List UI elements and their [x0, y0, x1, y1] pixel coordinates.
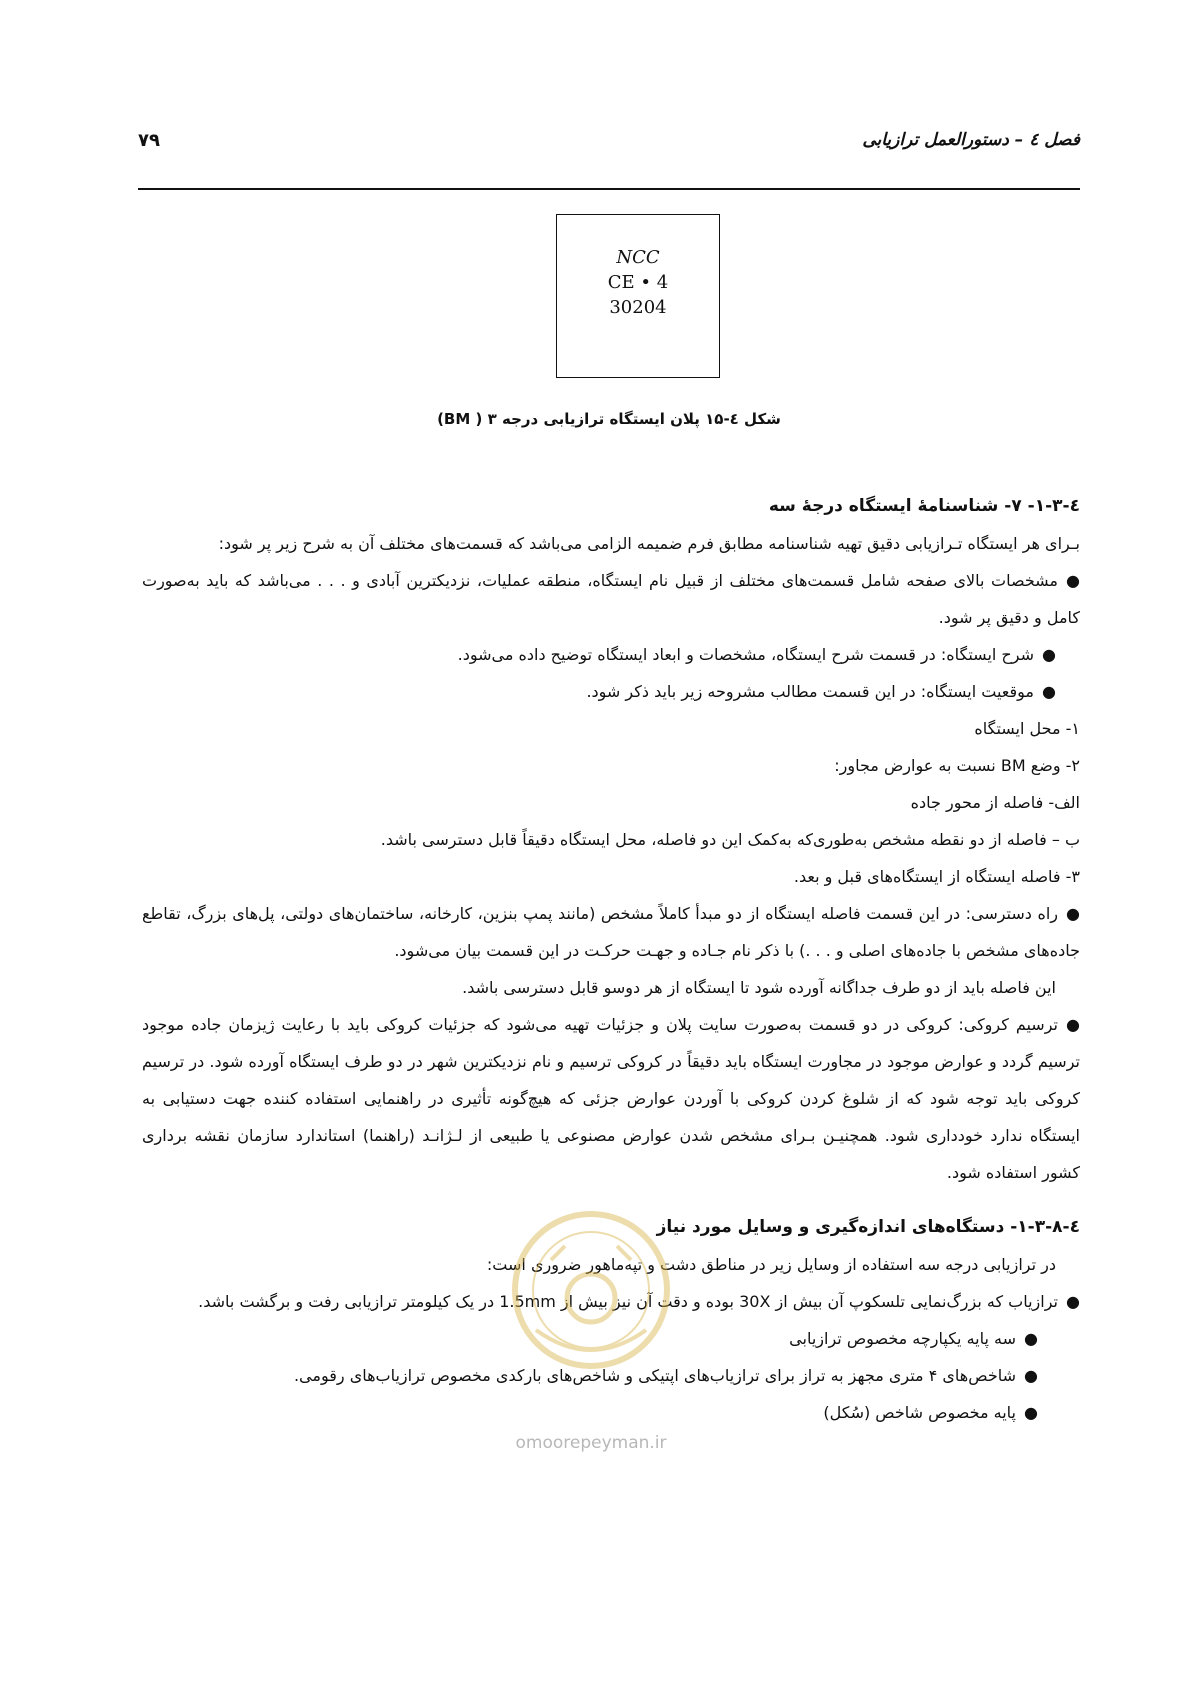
- bm-line-3: 30204: [609, 297, 667, 318]
- bullet-icon: ●: [1066, 1015, 1080, 1034]
- bullet-item: ●سه پایه یکپارچه مخصوص ترازیابی: [142, 1320, 1080, 1357]
- bullet-icon: ●: [1024, 1329, 1038, 1348]
- watermark-logo: [476, 1180, 706, 1470]
- bullet-item: ●ترسیم کروکی: کروکی در دو قسمت به‌صورت سایت پلان و جزئیات تهیه می‌شود که جزئیات کروکی باید با رعایت ژیزمان جاده موجود ترسیم گردد و عوارض موجود در مجاورت ایستگاه باید دقیقاً در کروکی ترسیم و نام نزدیکترین شهر در دو طرف ایستگاه آورده شود. در ترسیم کروکی باید توجه شود که از شلوغ کردن کروکی با آوردن عوارض جزئی که هیچ‌گونه تأثیری در راهنمایی استفاده کننده جهت دستیابی به ایستگاه ندارد خودداری شود. همچنیـن بـرای مشخص شدن عوارض مصنوعی یا طبیعی از لـژانـد (راهنما) استاندارد سازمان نقشه برداری کشور استفاده شود.: [142, 1006, 1080, 1191]
- sub-item: ب – فاصله از دو نقطه مشخص به‌طوری‌که به‌کمک این دو فاصله، محل ایستگاه دقیقاً قابل دسترسی باشد.: [380, 830, 1080, 849]
- bullet-item: ●شرح ایستگاه: در قسمت شرح ایستگاه، مشخصات و ابعاد ایستگاه توضیح داده می‌شود.: [142, 636, 1080, 673]
- section-7-intro: بـرای هر ایستگاه تـرازیابی دقیق تهیه شناسنامه مطابق فرم ضمیمه الزامی می‌باشد که قسمت‌های مختلف آن به شرح زیر پر شود:: [218, 534, 1080, 553]
- numbered-item: ۲- وضع BM نسبت به عوارض مجاور:: [834, 756, 1080, 775]
- figure-caption: شکل ٤-۱۵ پلان ایستگاه ترازیابی درجه ۳ ( BM): [437, 410, 781, 428]
- bullet-icon: ●: [1024, 1403, 1038, 1422]
- section-heading-8: ٤-۱-۳-۸- دستگاه‌های اندازه‌گیری و وسایل مورد نیاز: [656, 1217, 1080, 1237]
- chapter-title: فصل ٤ – دستورالعمل ترازیابی: [862, 130, 1080, 150]
- bullet-icon: ●: [1024, 1366, 1038, 1385]
- bullet-item: ●ترازیاب که بزرگ‌نمایی تلسکوپ آن بیش از 30X بوده و دقت آن نیز بیش از 1.5mm در یک کیلومتر ترازیابی رفت و برگشت باشد.: [142, 1283, 1080, 1320]
- bullet-item: ●راه دسترسی: در این قسمت فاصله ایستگاه از دو مبدأ کاملاً مشخص (مانند پمپ بنزین، کارخانه، ساختمان‌های دولتی، پل‌های بزرگ، تقاطع جاده‌های مشخص با جاده‌های اصلی و . . .) با ذکر نام جـاده و جهـت حرکـت در این قسمت بیان می‌شود.: [142, 895, 1080, 969]
- watermark-text: omoorepeyman.ir: [515, 1433, 667, 1453]
- page-number: ۷۹: [138, 130, 160, 151]
- bullet-icon: ●: [1042, 645, 1056, 664]
- numbered-item: ۱- محل ایستگاه: [974, 719, 1080, 738]
- bullet-icon: ●: [1066, 904, 1080, 923]
- bullet-item: ●پایه مخصوص شاخص (سُکل): [142, 1394, 1080, 1431]
- bullet-icon: ●: [1066, 571, 1080, 590]
- numbered-item: ۳- فاصله ایستگاه از ایستگاه‌های قبل و بعد.: [793, 867, 1080, 886]
- bullet-item: ●موقعیت ایستگاه: در این قسمت مطالب مشروحه زیر باید ذکر شود.: [142, 673, 1080, 710]
- sub-item: الف- فاصله از محور جاده: [910, 793, 1080, 812]
- bullet-item: ●مشخصات بالای صفحه شامل قسمت‌های مختلف از قبیل نام ایستگاه، منطقه عملیات، نزدیکترین آبادی و . . . می‌باشد که باید به‌صورت کامل و دقیق پر شود.: [142, 562, 1080, 636]
- section-8-intro: در ترازیابی درجه سه استفاده از وسایل زیر در مناطق دشت و تپه‌ماهور ضروری است:: [486, 1255, 1056, 1274]
- bullet-icon: ●: [1042, 682, 1056, 701]
- running-header: [138, 128, 1080, 168]
- bm-line-1: NCC: [616, 247, 660, 268]
- section-heading-7: ٤-۱-۳- ۷- شناسنامهٔ ایستگاه درجهٔ سه: [768, 496, 1080, 516]
- bm-station-plan-box: [556, 214, 720, 378]
- header-rule: [138, 188, 1080, 190]
- bullet-item: ●شاخص‌های ۴ متری مجهز به تراز برای ترازیاب‌های اپتیکی و شاخص‌های بارکدی مخصوص ترازیاب‌های رقومی.: [142, 1357, 1080, 1394]
- bullet-note: این فاصله باید از دو طرف جداگانه آورده شود تا ایستگاه از هر دوسو قابل دسترسی باشد.: [462, 978, 1056, 997]
- bm-line-2: CE • 4: [607, 272, 669, 293]
- bullet-icon: ●: [1066, 1292, 1080, 1311]
